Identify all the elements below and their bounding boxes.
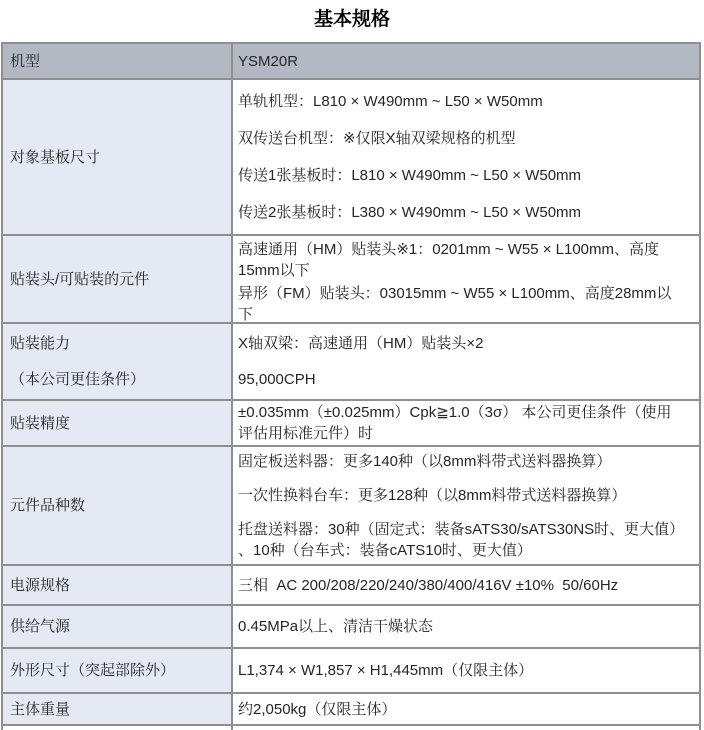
spec-row: [3, 44, 699, 78]
spec-value-paragraph: [238, 239, 693, 281]
basic-spec-table: [1, 42, 701, 730]
spec-value-line: YSM20R: [238, 52, 299, 70]
spec-value-cell: [233, 606, 699, 647]
spec-value-line: 0.45MPa以上、清洁干燥状态: [238, 618, 434, 635]
spec-value-line: 单轨机型：L810 × W490mm ~ L50 × W50mm: [238, 93, 543, 110]
spec-label-cell: [3, 606, 233, 647]
spec-value-paragraph: [238, 699, 693, 720]
spec-value-line: 一次性换料台车：更多128种（以8mm料带式送料器换算）: [238, 486, 627, 504]
spec-value-line: 约2,050kg（仅限主体）: [238, 700, 397, 718]
spec-value-cell: [233, 80, 699, 234]
spec-value-line: 95,000CPH: [238, 371, 316, 388]
spec-value-paragraph: [238, 333, 693, 354]
spec-value-paragraph: [238, 51, 693, 72]
spec-label-cell: [3, 401, 233, 445]
spec-value-cell: [233, 649, 699, 692]
spec-value-cell: [233, 726, 699, 730]
spec-row: [3, 692, 699, 724]
spec-value-paragraph: [238, 485, 693, 506]
spec-value-paragraph: [238, 519, 693, 561]
spec-label-cell: [3, 694, 233, 724]
spec-label: 外形尺寸（突起部除外）: [10, 662, 176, 679]
spec-label-cell: [3, 324, 233, 399]
spec-value-paragraph: [238, 575, 693, 596]
spec-label: 元件品种数: [10, 497, 86, 514]
spec-value-line: 下: [238, 306, 254, 322]
spec-row-partial: [3, 724, 699, 730]
spec-label: 主体重量: [10, 700, 71, 718]
spec-value-line: 三相 AC 200/208/220/240/380/400/416V ±10% 50/60Hz: [238, 576, 619, 594]
spec-value-cell: [233, 236, 699, 322]
spec-value-paragraph: [238, 451, 693, 472]
spec-label-cell: [3, 566, 233, 604]
spec-value-line: 高速通用（HM）贴装头※1：0201mm ~ W55 × L100mm、高度: [238, 241, 659, 258]
spec-label: 电源规格: [10, 576, 71, 594]
spec-row: [3, 322, 699, 399]
spec-value-cell: [233, 566, 699, 604]
spec-value-cell: [233, 324, 699, 399]
spec-value-line: 异形（FM）贴装头：03015mm ~ W55 × L100mm、高度28mm以: [238, 285, 672, 302]
spec-label: 贴装精度: [10, 414, 71, 432]
spec-value-line: 评估用标准元件）时: [238, 425, 374, 442]
spec-label-cell: [3, 726, 233, 730]
spec-value-paragraph: [238, 660, 693, 681]
spec-value-paragraph: [238, 91, 693, 112]
spec-label: 机型: [10, 52, 41, 70]
spec-row: [3, 78, 699, 234]
spec-value-line: 传送1张基板时：L810 × W490mm ~ L50 × W50mm: [238, 167, 582, 184]
spec-row: [3, 647, 699, 692]
spec-value-line: ±0.035mm（±0.025mm）Cpk≧1.0（3σ） 本公司更佳条件（使用: [238, 404, 672, 421]
spec-value-line: 托盘送料器：30种（固定式：装备sATS30/sATS30NS时、更大值）: [238, 520, 685, 538]
spec-value-paragraph: [238, 283, 693, 322]
spec-value-line: 、10种（台车式：装备cATS10时、更大值）: [238, 541, 532, 559]
spec-value-paragraph: [238, 616, 693, 637]
spec-value-paragraph: [238, 128, 693, 149]
spec-value-cell: [233, 694, 699, 724]
spec-value-line: L1,374 × W1,857 × H1,445mm（仅限主体）: [238, 662, 534, 679]
spec-label-cell: [3, 236, 233, 322]
spec-label: （本公司更佳条件）: [10, 371, 146, 388]
spec-label-cell: [3, 80, 233, 234]
spec-row: [3, 399, 699, 445]
spec-row: [3, 445, 699, 564]
spec-label: 贴装能力: [10, 335, 71, 352]
spec-value-cell: [233, 447, 699, 564]
spec-value-line: 固定板送料器：更多140种（以8mm料带式送料器换算）: [238, 452, 612, 470]
spec-value-paragraph: [238, 369, 693, 390]
spec-label: 对象基板尺寸: [10, 148, 101, 166]
spec-row: [3, 564, 699, 604]
spec-label-cell: [3, 447, 233, 564]
spec-label: 贴装头/可贴装的元件: [10, 270, 150, 288]
spec-label: 供给气源: [10, 618, 71, 635]
spec-value-line: 双传送台机型：※仅限X轴双梁规格的机型: [238, 130, 516, 147]
spec-value-line: 传送2张基板时：L380 × W490mm ~ L50 × W50mm: [238, 204, 582, 221]
spec-label-cell: [3, 649, 233, 692]
spec-label-cell: [3, 44, 233, 78]
page-title: 基本规格: [313, 9, 390, 30]
spec-value-cell: [233, 44, 699, 78]
spec-value-line: 15mm以下: [238, 262, 310, 279]
spec-value-line: X轴双梁：高速通用（HM）贴装头×2: [238, 335, 484, 352]
spec-value-paragraph: [238, 165, 693, 186]
spec-row: [3, 604, 699, 647]
spec-row: [3, 234, 699, 322]
spec-value-cell: [233, 401, 699, 445]
spec-value-paragraph: [238, 202, 693, 223]
spec-value-paragraph: [238, 402, 693, 444]
